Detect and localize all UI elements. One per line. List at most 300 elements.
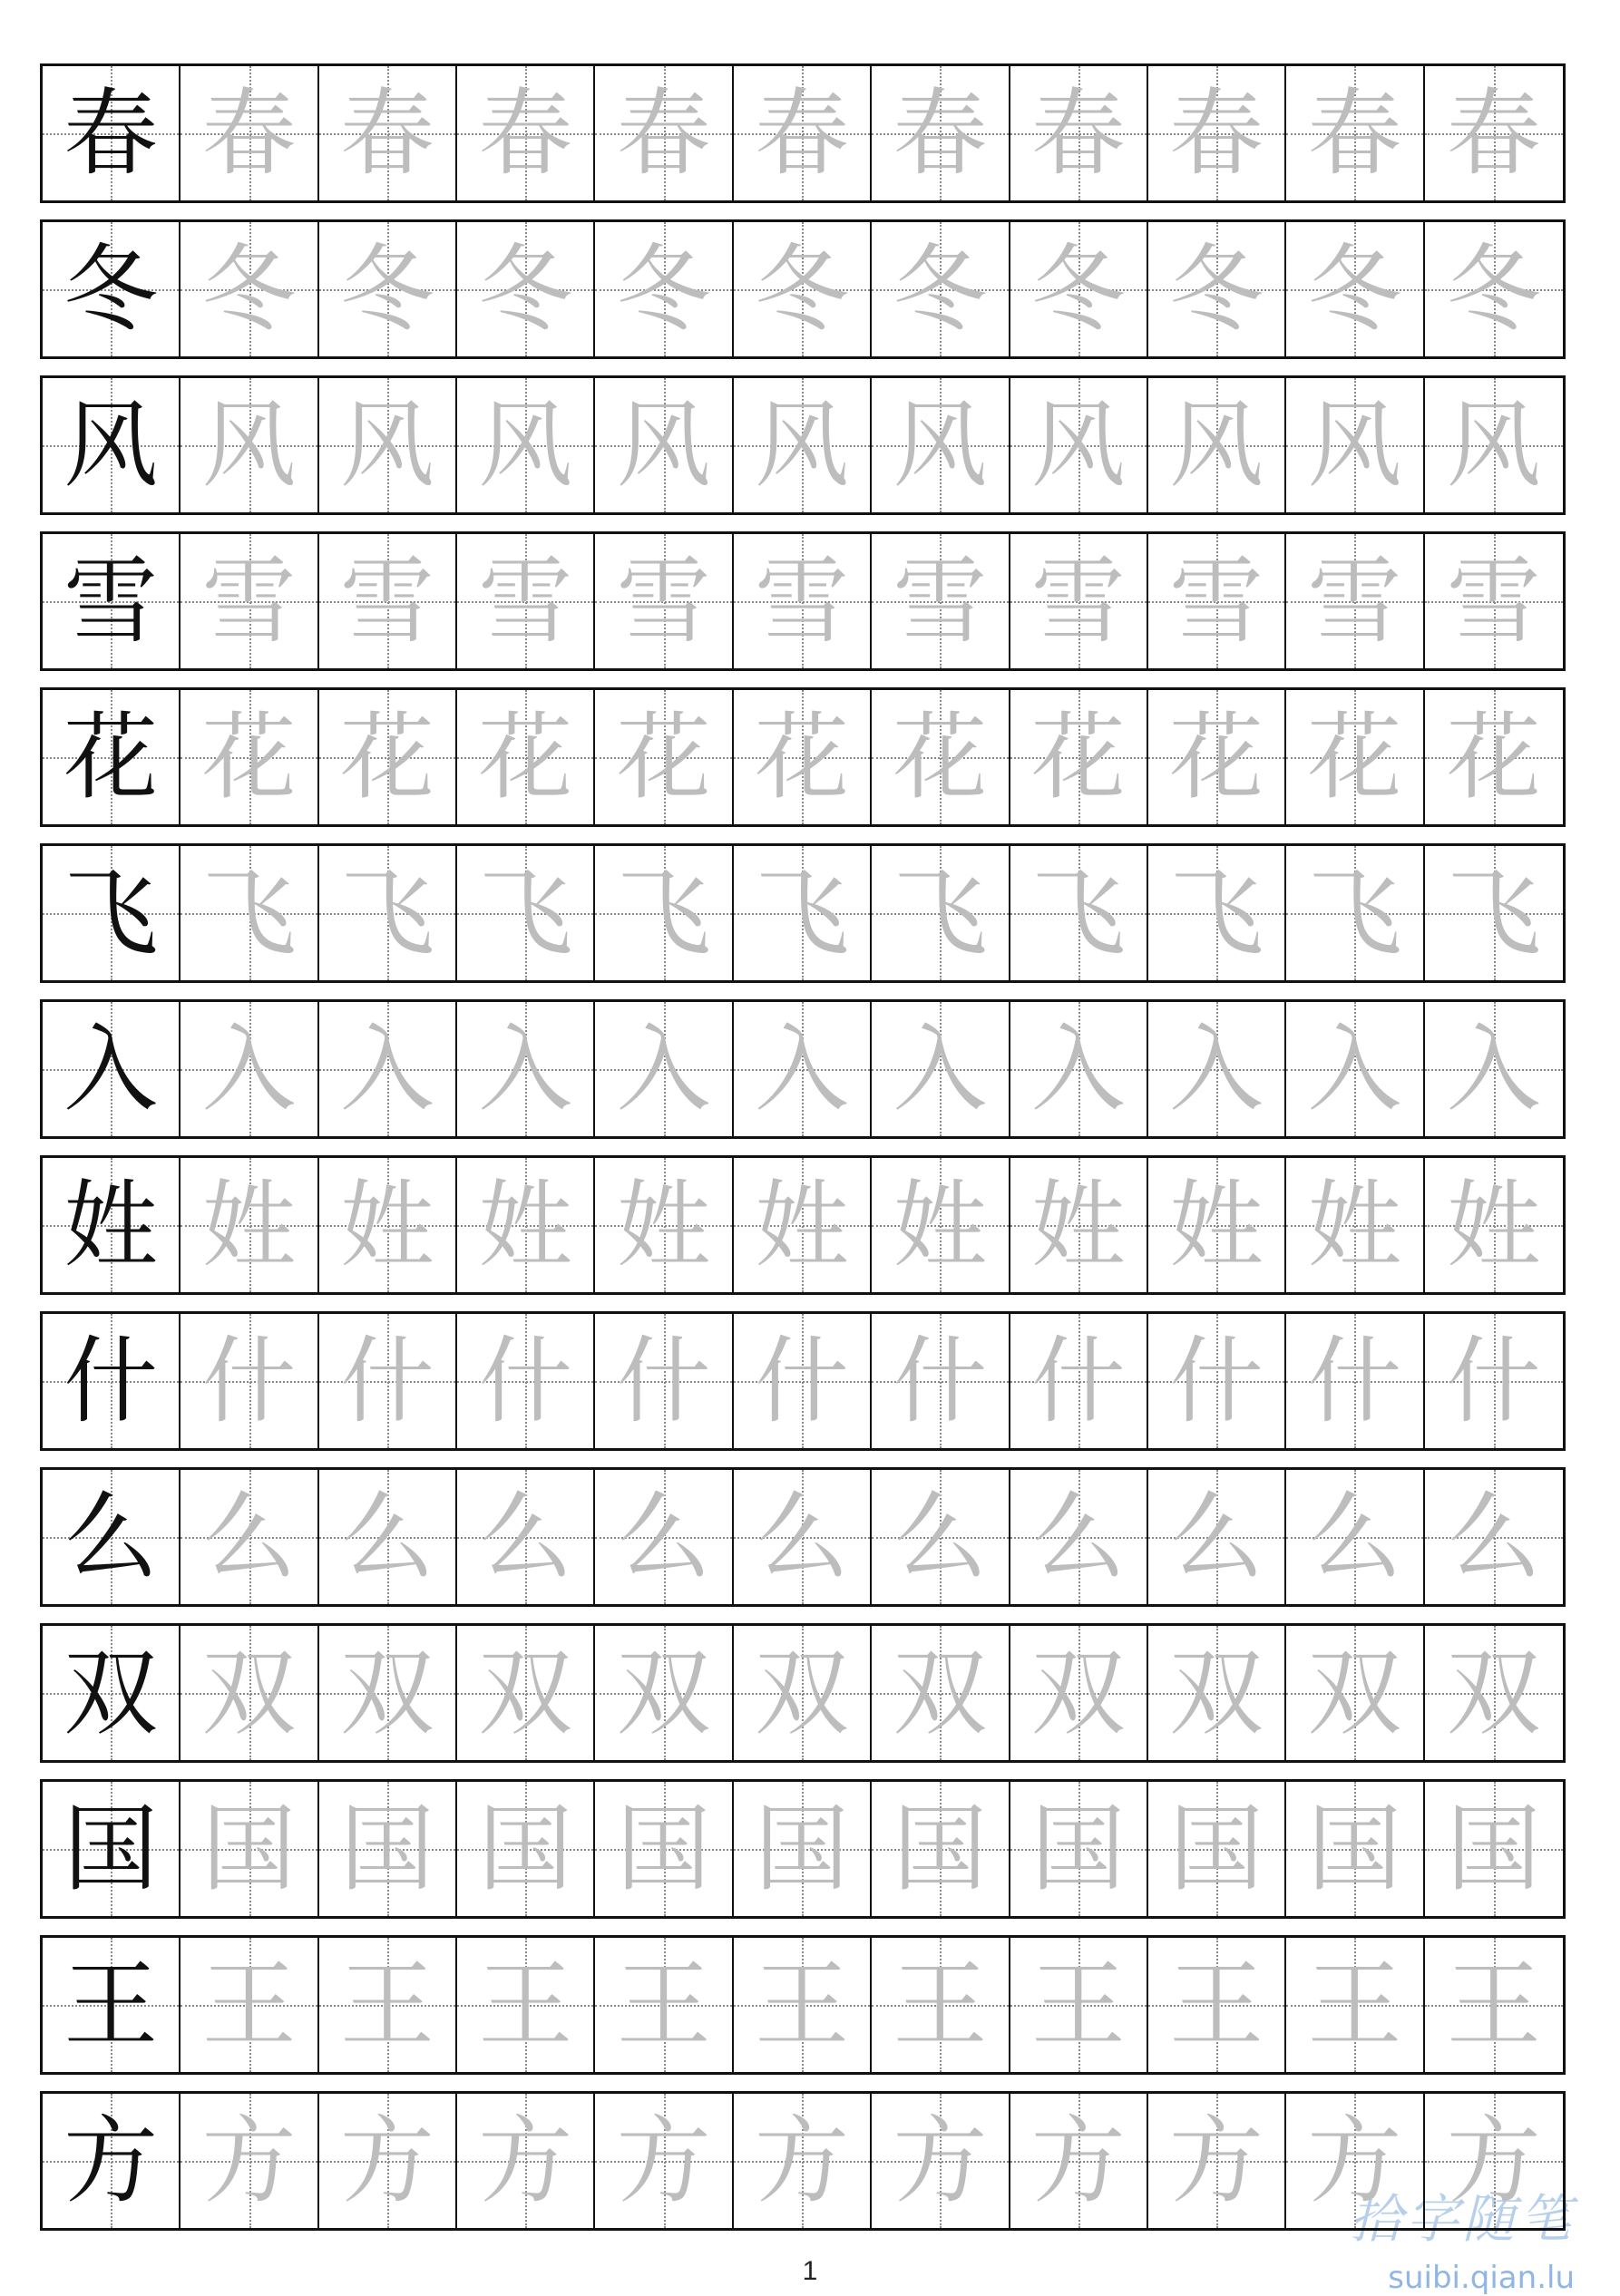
trace-cell	[319, 2094, 457, 2228]
trace-cell	[181, 1782, 318, 1916]
trace-cell	[872, 66, 1010, 200]
trace-cell	[595, 1938, 733, 2072]
trace-cell	[1286, 1002, 1424, 1136]
trace-character: 花	[478, 702, 573, 812]
trace-cell	[1010, 1158, 1148, 1292]
trace-character: 什	[1169, 1326, 1264, 1436]
trace-character: 入	[201, 1014, 297, 1124]
trace-cell	[319, 1158, 457, 1292]
trace-cell	[457, 2094, 595, 2228]
trace-character: 飞	[478, 858, 573, 968]
trace-character: 方	[1307, 2106, 1402, 2216]
trace-cell	[457, 1470, 595, 1604]
trace-character: 冬	[1169, 234, 1264, 345]
practice-row	[40, 63, 1566, 203]
trace-character: 什	[754, 1326, 849, 1436]
trace-cell	[181, 690, 318, 824]
trace-cell	[734, 1626, 872, 1760]
trace-character: 冬	[201, 234, 297, 345]
trace-cell	[319, 1782, 457, 1916]
page-number: 1	[802, 2256, 818, 2286]
trace-character: 冬	[478, 234, 573, 345]
trace-character: 姓	[1446, 1170, 1541, 1280]
trace-character: 入	[1030, 1014, 1126, 1124]
trace-cell	[319, 1938, 457, 2072]
trace-character: 花	[201, 702, 297, 812]
trace-cell	[1425, 1314, 1563, 1448]
trace-cell	[319, 1314, 457, 1448]
trace-character: 双	[201, 1638, 297, 1748]
trace-character: 王	[616, 1950, 711, 2060]
trace-cell	[595, 690, 733, 824]
trace-character: 王	[1307, 1950, 1402, 2060]
trace-cell	[1148, 66, 1286, 200]
trace-cell	[457, 222, 595, 356]
trace-character: 春	[754, 78, 849, 189]
trace-cell	[1010, 1002, 1148, 1136]
trace-cell	[595, 1782, 733, 1916]
trace-character: 王	[201, 1950, 297, 2060]
model-character: 姓	[63, 1170, 159, 1280]
trace-cell	[1425, 1158, 1563, 1292]
trace-character: 风	[754, 390, 849, 501]
trace-character: 雪	[754, 546, 849, 657]
trace-character: 风	[1307, 390, 1402, 501]
trace-character: 春	[201, 78, 297, 189]
trace-cell	[319, 1470, 457, 1604]
trace-character: 什	[1030, 1326, 1126, 1436]
trace-cell	[319, 378, 457, 512]
trace-character: 国	[1169, 1794, 1264, 1904]
trace-cell	[181, 222, 318, 356]
trace-cell	[872, 222, 1010, 356]
trace-cell	[1286, 378, 1424, 512]
trace-character: 花	[339, 702, 434, 812]
trace-cell	[872, 1314, 1010, 1448]
trace-cell	[872, 1938, 1010, 2072]
trace-character: 么	[478, 1482, 573, 1592]
trace-cell	[457, 1938, 595, 2072]
trace-cell	[457, 1314, 595, 1448]
watermark-url: suibi.qian.lu	[1388, 2260, 1575, 2296]
model-character: 什	[63, 1326, 159, 1436]
trace-character: 么	[1169, 1482, 1264, 1592]
trace-cell	[1425, 1782, 1563, 1916]
trace-character: 春	[478, 78, 573, 189]
trace-character: 姓	[893, 1170, 988, 1280]
trace-character: 入	[478, 1014, 573, 1124]
trace-cell	[457, 846, 595, 980]
trace-character: 方	[201, 2106, 297, 2216]
trace-character: 冬	[1307, 234, 1402, 345]
trace-cell	[595, 1002, 733, 1136]
trace-character: 风	[616, 390, 711, 501]
trace-cell	[1010, 1782, 1148, 1916]
trace-character: 方	[478, 2106, 573, 2216]
trace-character: 王	[893, 1950, 988, 2060]
trace-cell	[1286, 1782, 1424, 1916]
trace-cell	[181, 1626, 318, 1760]
trace-character: 雪	[478, 546, 573, 657]
trace-cell	[595, 378, 733, 512]
trace-character: 春	[1446, 78, 1541, 189]
trace-character: 方	[893, 2106, 988, 2216]
trace-character: 花	[893, 702, 988, 812]
trace-cell	[1286, 1470, 1424, 1604]
trace-cell	[1425, 1470, 1563, 1604]
trace-cell	[872, 1158, 1010, 1292]
trace-character: 飞	[1030, 858, 1126, 968]
trace-cell	[734, 1002, 872, 1136]
watermark-logo: 拾字随笔	[1349, 2188, 1575, 2250]
trace-character: 王	[754, 1950, 849, 2060]
trace-character: 风	[339, 390, 434, 501]
trace-character: 春	[1030, 78, 1126, 189]
trace-character: 冬	[339, 234, 434, 345]
model-cell	[43, 1626, 181, 1760]
practice-row	[40, 999, 1566, 1139]
trace-character: 国	[1030, 1794, 1126, 1904]
trace-character: 雪	[1307, 546, 1402, 657]
trace-cell	[1148, 1158, 1286, 1292]
trace-character: 雪	[201, 546, 297, 657]
model-character: 花	[63, 702, 159, 812]
trace-cell	[457, 690, 595, 824]
model-character: 入	[63, 1014, 159, 1124]
trace-cell	[457, 534, 595, 668]
trace-cell	[1286, 1314, 1424, 1448]
trace-character: 风	[893, 390, 988, 501]
trace-character: 什	[478, 1326, 573, 1436]
trace-cell	[1286, 222, 1424, 356]
trace-cell	[181, 1314, 318, 1448]
trace-cell	[457, 378, 595, 512]
trace-character: 国	[616, 1794, 711, 1904]
trace-character: 花	[754, 702, 849, 812]
practice-row	[40, 1779, 1566, 1919]
trace-cell	[319, 846, 457, 980]
trace-character: 国	[754, 1794, 849, 1904]
model-cell	[43, 690, 181, 824]
trace-cell	[734, 690, 872, 824]
trace-character: 国	[1446, 1794, 1541, 1904]
trace-character: 春	[616, 78, 711, 189]
trace-character: 国	[339, 1794, 434, 1904]
trace-character: 国	[1307, 1794, 1402, 1904]
trace-cell	[595, 846, 733, 980]
model-character: 方	[63, 2106, 159, 2216]
trace-cell	[181, 1470, 318, 1604]
trace-cell	[1148, 846, 1286, 980]
trace-character: 方	[339, 2106, 434, 2216]
trace-character: 飞	[1169, 858, 1264, 968]
trace-character: 双	[1307, 1638, 1402, 1748]
trace-cell	[1148, 378, 1286, 512]
model-character: 国	[63, 1794, 159, 1904]
model-cell	[43, 534, 181, 668]
trace-cell	[1010, 222, 1148, 356]
trace-character: 入	[1307, 1014, 1402, 1124]
trace-character: 冬	[1030, 234, 1126, 345]
trace-cell	[1010, 1470, 1148, 1604]
trace-cell	[181, 1158, 318, 1292]
trace-cell	[734, 2094, 872, 2228]
trace-cell	[872, 1470, 1010, 1604]
trace-cell	[319, 222, 457, 356]
trace-cell	[872, 378, 1010, 512]
trace-cell	[1286, 2094, 1424, 2228]
trace-cell	[1148, 534, 1286, 668]
trace-character: 雪	[616, 546, 711, 657]
model-character: 雪	[63, 546, 159, 657]
trace-cell	[1425, 222, 1563, 356]
practice-row	[40, 687, 1566, 827]
practice-row	[40, 1155, 1566, 1295]
model-cell	[43, 66, 181, 200]
trace-character: 飞	[616, 858, 711, 968]
trace-character: 风	[1169, 390, 1264, 501]
practice-row	[40, 1935, 1566, 2075]
trace-character: 冬	[754, 234, 849, 345]
trace-character: 冬	[1446, 234, 1541, 345]
trace-character: 双	[1030, 1638, 1126, 1748]
trace-cell	[319, 1626, 457, 1760]
trace-cell	[1148, 1782, 1286, 1916]
trace-character: 入	[339, 1014, 434, 1124]
trace-cell	[595, 534, 733, 668]
trace-character: 么	[1446, 1482, 1541, 1592]
trace-cell	[1010, 690, 1148, 824]
trace-character: 么	[1030, 1482, 1126, 1592]
trace-character: 花	[1169, 702, 1264, 812]
trace-character: 冬	[893, 234, 988, 345]
practice-row	[40, 1467, 1566, 1607]
trace-cell	[1286, 1626, 1424, 1760]
model-cell	[43, 222, 181, 356]
trace-character: 春	[1307, 78, 1402, 189]
trace-character: 飞	[339, 858, 434, 968]
trace-cell	[595, 2094, 733, 2228]
trace-cell	[872, 1002, 1010, 1136]
trace-character: 姓	[478, 1170, 573, 1280]
trace-cell	[457, 1626, 595, 1760]
trace-character: 么	[201, 1482, 297, 1592]
trace-character: 么	[616, 1482, 711, 1592]
trace-character: 双	[478, 1638, 573, 1748]
trace-cell	[319, 66, 457, 200]
trace-character: 什	[339, 1326, 434, 1436]
trace-character: 方	[1030, 2106, 1126, 2216]
trace-cell	[319, 690, 457, 824]
trace-cell	[734, 846, 872, 980]
trace-character: 入	[616, 1014, 711, 1124]
trace-character: 雪	[893, 546, 988, 657]
trace-character: 姓	[1169, 1170, 1264, 1280]
practice-row	[40, 2091, 1566, 2231]
trace-cell	[1286, 846, 1424, 980]
trace-character: 飞	[1446, 858, 1541, 968]
trace-character: 飞	[893, 858, 988, 968]
model-character: 双	[63, 1638, 159, 1748]
trace-character: 双	[1446, 1638, 1541, 1748]
model-cell	[43, 378, 181, 512]
trace-cell	[734, 534, 872, 668]
model-character: 冬	[63, 234, 159, 345]
trace-cell	[1148, 1938, 1286, 2072]
trace-cell	[1010, 1938, 1148, 2072]
trace-character: 飞	[754, 858, 849, 968]
trace-cell	[1425, 1938, 1563, 2072]
trace-character: 姓	[754, 1170, 849, 1280]
trace-cell	[457, 1002, 595, 1136]
trace-cell	[872, 534, 1010, 668]
trace-character: 入	[1446, 1014, 1541, 1124]
trace-character: 花	[1030, 702, 1126, 812]
trace-character: 姓	[616, 1170, 711, 1280]
trace-character: 方	[1446, 2106, 1541, 2216]
trace-character: 什	[616, 1326, 711, 1436]
trace-cell	[1010, 378, 1148, 512]
trace-character: 什	[893, 1326, 988, 1436]
trace-cell	[1425, 66, 1563, 200]
trace-character: 什	[201, 1326, 297, 1436]
trace-cell	[1286, 66, 1424, 200]
practice-row	[40, 1623, 1566, 1763]
trace-cell	[1425, 2094, 1563, 2228]
trace-cell	[1148, 2094, 1286, 2228]
trace-cell	[1286, 1938, 1424, 2072]
trace-character: 什	[1446, 1326, 1541, 1436]
trace-character: 风	[201, 390, 297, 501]
trace-character: 姓	[201, 1170, 297, 1280]
trace-character: 花	[616, 702, 711, 812]
model-character: 王	[63, 1950, 159, 2060]
trace-character: 风	[1446, 390, 1541, 501]
trace-cell	[595, 1158, 733, 1292]
trace-cell	[734, 1938, 872, 2072]
trace-cell	[595, 1314, 733, 1448]
trace-character: 春	[339, 78, 434, 189]
model-cell	[43, 1782, 181, 1916]
trace-character: 方	[1169, 2106, 1264, 2216]
trace-character: 风	[478, 390, 573, 501]
trace-cell	[181, 378, 318, 512]
trace-cell	[1425, 846, 1563, 980]
trace-character: 王	[339, 1950, 434, 2060]
trace-cell	[595, 66, 733, 200]
trace-character: 花	[1446, 702, 1541, 812]
trace-cell	[872, 1782, 1010, 1916]
trace-character: 入	[754, 1014, 849, 1124]
trace-cell	[872, 690, 1010, 824]
trace-character: 入	[893, 1014, 988, 1124]
trace-character: 王	[1446, 1950, 1541, 2060]
practice-row	[40, 219, 1566, 359]
trace-cell	[1010, 1314, 1148, 1448]
trace-cell	[872, 1626, 1010, 1760]
trace-cell	[1286, 534, 1424, 668]
practice-row	[40, 1311, 1566, 1451]
trace-character: 双	[339, 1638, 434, 1748]
trace-character: 国	[478, 1794, 573, 1904]
trace-cell	[734, 66, 872, 200]
trace-cell	[319, 1002, 457, 1136]
trace-character: 雪	[339, 546, 434, 657]
trace-cell	[1010, 66, 1148, 200]
trace-cell	[1425, 1626, 1563, 1760]
trace-cell	[595, 222, 733, 356]
model-cell	[43, 1314, 181, 1448]
trace-character: 么	[1307, 1482, 1402, 1592]
trace-cell	[1286, 1158, 1424, 1292]
trace-cell	[1010, 2094, 1148, 2228]
trace-cell	[181, 66, 318, 200]
trace-cell	[872, 846, 1010, 980]
model-cell	[43, 2094, 181, 2228]
practice-row	[40, 375, 1566, 515]
trace-cell	[1425, 690, 1563, 824]
model-cell	[43, 1158, 181, 1292]
practice-row	[40, 843, 1566, 983]
trace-character: 国	[201, 1794, 297, 1904]
model-cell	[43, 1470, 181, 1604]
trace-character: 雪	[1446, 546, 1541, 657]
trace-character: 王	[478, 1950, 573, 2060]
trace-character: 雪	[1030, 546, 1126, 657]
trace-character: 入	[1169, 1014, 1264, 1124]
trace-character: 风	[1030, 390, 1126, 501]
trace-character: 国	[893, 1794, 988, 1904]
model-cell	[43, 846, 181, 980]
trace-cell	[872, 2094, 1010, 2228]
trace-cell	[181, 1002, 318, 1136]
trace-character: 什	[1307, 1326, 1402, 1436]
trace-character: 方	[616, 2106, 711, 2216]
trace-cell	[1148, 222, 1286, 356]
trace-character: 飞	[1307, 858, 1402, 968]
trace-cell	[1148, 1470, 1286, 1604]
trace-character: 冬	[616, 234, 711, 345]
trace-cell	[734, 1470, 872, 1604]
trace-cell	[1425, 534, 1563, 668]
trace-cell	[457, 66, 595, 200]
trace-character: 王	[1030, 1950, 1126, 2060]
trace-cell	[1425, 1002, 1563, 1136]
trace-character: 姓	[339, 1170, 434, 1280]
model-character: 飞	[63, 858, 159, 968]
trace-cell	[457, 1158, 595, 1292]
trace-character: 姓	[1030, 1170, 1126, 1280]
trace-cell	[1148, 690, 1286, 824]
trace-cell	[319, 534, 457, 668]
model-character: 春	[63, 78, 159, 189]
trace-cell	[1010, 534, 1148, 668]
trace-cell	[457, 1782, 595, 1916]
trace-character: 么	[893, 1482, 988, 1592]
trace-cell	[1010, 1626, 1148, 1760]
model-character: 风	[63, 390, 159, 501]
trace-character: 雪	[1169, 546, 1264, 657]
trace-character: 春	[1169, 78, 1264, 189]
trace-character: 双	[616, 1638, 711, 1748]
trace-cell	[595, 1470, 733, 1604]
trace-cell	[181, 534, 318, 668]
trace-cell	[1286, 690, 1424, 824]
model-cell	[43, 1938, 181, 2072]
model-cell	[43, 1002, 181, 1136]
trace-character: 双	[893, 1638, 988, 1748]
trace-cell	[734, 1314, 872, 1448]
